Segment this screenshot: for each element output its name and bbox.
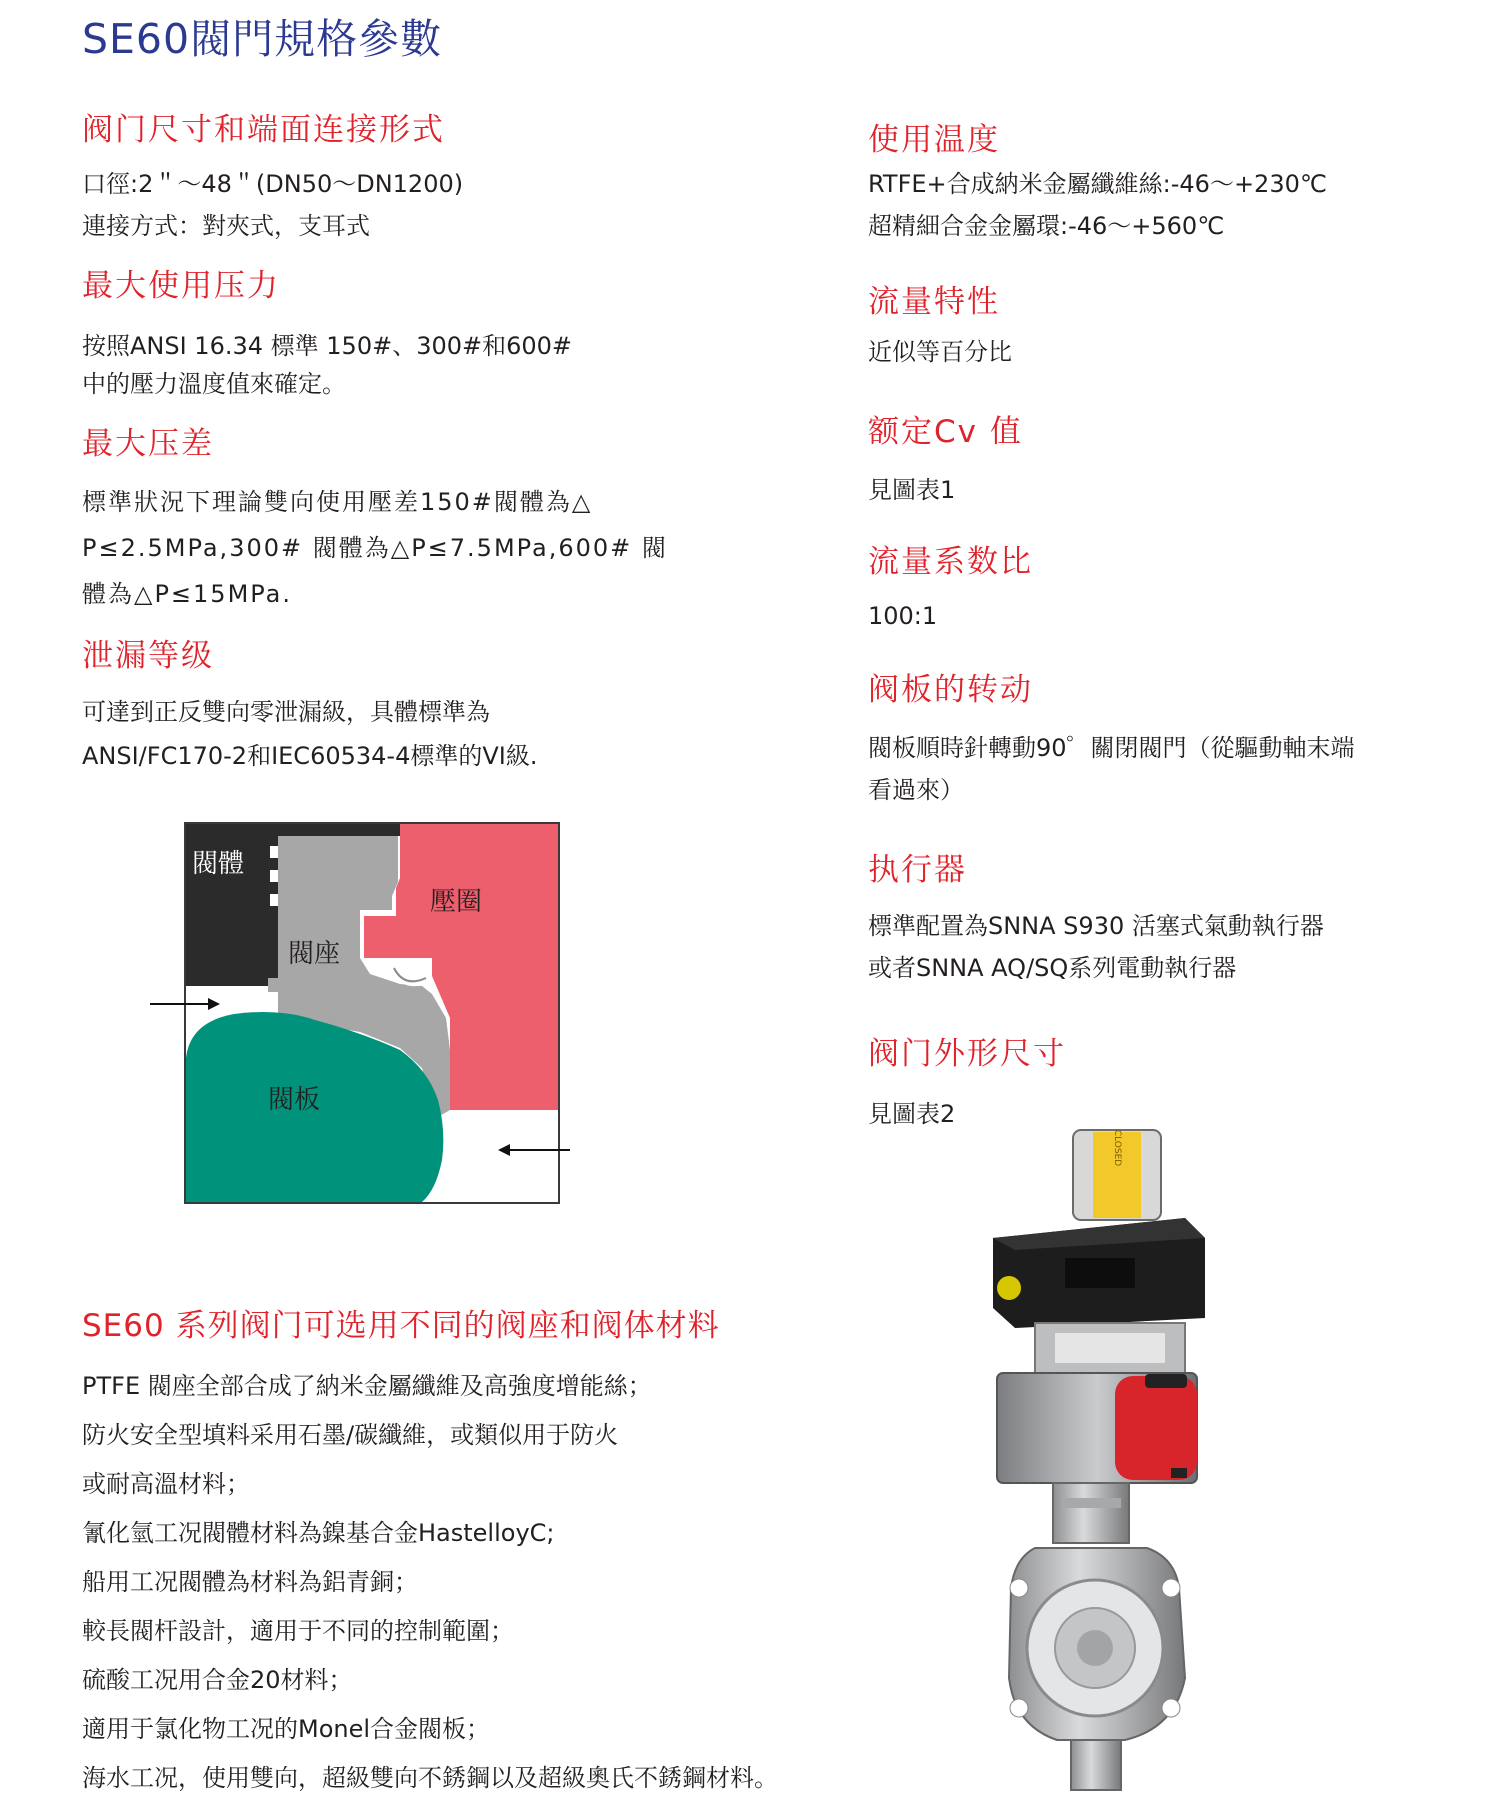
section-body-max-pressure-diff: [82, 482, 668, 609]
section-body-flow-characteristic: 近似等百分比: [868, 338, 1012, 366]
section-heading-dimensions: 阀门外形尺寸: [868, 1036, 1066, 1072]
text-line: 海水工况，使用雙向，超級雙向不銹鋼以及超級奧氏不銹鋼材料。: [82, 1764, 778, 1792]
text-line: 船用工况閥體為材料為鋁青銅；: [82, 1568, 418, 1596]
section-body-temperature: [868, 164, 1327, 241]
section-body-size-connection: [82, 164, 463, 241]
section-heading-rangeability: 流量系数比: [868, 544, 1033, 580]
section-heading-actuator: 执行器: [868, 852, 967, 888]
section-heading-size-connection: 阀门尺寸和端面连接形式: [82, 112, 445, 148]
section-body-materials: [82, 1362, 778, 1803]
diagram-label-seat: 閥座: [288, 939, 341, 969]
text-line: 按照ANSI 16.34 標準 150#、300#和600#: [82, 332, 573, 360]
text-line: 超精細合金金屬環:-46～+560℃: [868, 212, 1225, 240]
text-line: 中的壓力溫度值來確定。: [82, 370, 346, 398]
text-line: ANSI/FC170-2和IEC60534-4標準的VI級.: [82, 742, 538, 770]
valve-product-photo: [975, 1118, 1245, 1811]
text-line: P≤2.5MPa,300# 閥體為△P≤7.5MPa,600# 閥: [82, 534, 668, 562]
valve-bottom-boss: [1071, 1740, 1121, 1790]
diagram-label-disc: 閥板: [268, 1085, 321, 1115]
text-line: 氰化氫工况閥體材料為鎳基合金HastelloyC;: [82, 1519, 555, 1547]
text-line: 閥板順時針轉動90゜關閉閥門（從驅動軸末端: [868, 734, 1355, 762]
diagram-label-ring: 壓圈: [430, 887, 483, 917]
section-body-max-pressure: [82, 326, 572, 399]
text-line: RTFE+合成納米金屬纖維絲:-46～+230℃: [868, 170, 1327, 198]
indicator-marks: CLOSED: [1112, 1129, 1122, 1167]
limit-switch-port: [997, 1276, 1021, 1300]
seat-cross-section-diagram: [150, 818, 590, 1218]
text-line: 看過來）: [868, 776, 964, 804]
section-heading-max-pressure-diff: 最大压差: [82, 426, 214, 462]
text-line: 或者SNNA AQ/SQ系列電動執行器: [868, 954, 1237, 982]
text-line: 或耐高溫材料；: [82, 1470, 250, 1498]
text-line: 口徑:2＂～48＂(DN50～DN1200): [82, 170, 464, 198]
section-heading-materials: SE60 系列阀门可选用不同的阀座和阀体材料: [82, 1308, 720, 1344]
diagram-label-body: 閥體: [192, 849, 245, 879]
section-heading-flow-characteristic: 流量特性: [868, 284, 1000, 320]
text-line: 硫酸工况用合金20材料；: [82, 1666, 353, 1694]
text-line: 標準配置為SNNA S930 活塞式氣動執行器: [868, 912, 1324, 940]
section-body-disc-rotation: [868, 728, 1355, 805]
section-heading-rated-cv: 额定Cv 值: [868, 414, 1023, 450]
text-line: 體為△P≤15MPa.: [82, 580, 293, 608]
text-line: PTFE 閥座全部合成了納米金屬纖維及高強度增能絲；: [82, 1372, 652, 1400]
valve-neck: [1053, 1483, 1129, 1543]
section-body-leakage: [82, 692, 537, 771]
text-line: 標準狀況下理論雙向使用壓差150#閥體為△: [82, 488, 593, 516]
section-body-rangeability: 100:1: [868, 602, 938, 630]
section-heading-leakage: 泄漏等级: [82, 638, 214, 674]
actuator-end-cap: [1115, 1376, 1197, 1480]
text-line: 較長閥杆設計，適用于不同的控制範圍；: [82, 1617, 514, 1645]
section-heading-disc-rotation: 阀板的转动: [868, 672, 1033, 708]
section-heading-max-pressure: 最大使用压力: [82, 268, 280, 304]
section-body-rated-cv: 見圖表1: [868, 476, 956, 504]
section-heading-temperature: 使用温度: [868, 122, 1000, 158]
text-line: 防火安全型填料采用石墨/碳纖維，或類似用于防火: [82, 1421, 619, 1449]
section-body-actuator: [868, 906, 1324, 983]
text-line: 適用于氯化物工况的Monel合金閥板；: [82, 1715, 491, 1743]
text-line: 連接方式：對夾式，支耳式: [82, 212, 370, 240]
page-title: SE60閥門規格參數: [82, 15, 443, 63]
section-body-dimensions: 見圖表2: [868, 1100, 956, 1128]
text-line: 可達到正反雙向零泄漏級，具體標準為: [82, 698, 490, 726]
